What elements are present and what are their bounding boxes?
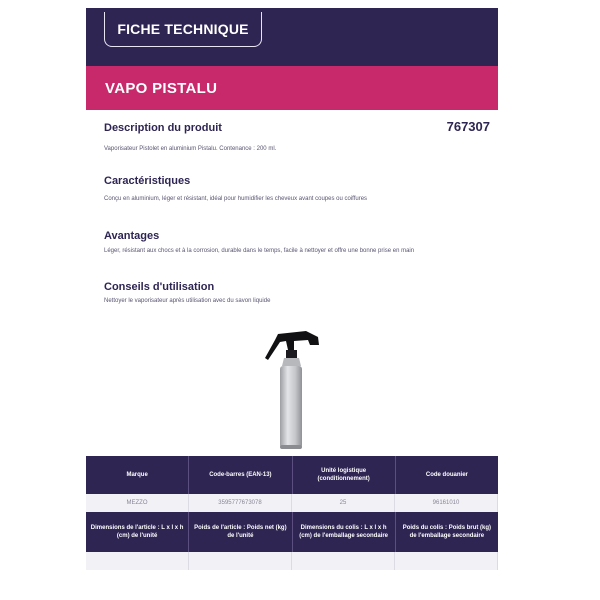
section-text-advantages: Léger, résistant aux chocs et à la corrosion, durable dans le temps, facile à nettoyer et offre une bonne prise en main (104, 248, 415, 254)
spray-bottle-image (264, 328, 324, 453)
product-reference: 767307 (446, 119, 490, 134)
value-barcode: 3595777673078 (189, 494, 292, 512)
section-text-characteristics: Conçu en aluminium, léger et résistant, idéal pour humidifier les cheveux avant coupes ou coiffures (104, 196, 368, 202)
header-brand: Marque (86, 456, 189, 494)
header-package-weight: Poids du colis : Poids brut (kg) de l'emballage secondaire (402, 524, 492, 539)
table-header-row (86, 456, 498, 494)
header-customs-code: Code douanier (425, 471, 468, 478)
value-package-dimensions (292, 552, 395, 570)
table-row (86, 552, 498, 570)
value-customs-code: 96161010 (395, 494, 498, 512)
section-title-characteristics: Caractéristiques (104, 175, 191, 187)
technical-sheet (86, 8, 498, 578)
header-package-dimensions: Dimensions du colis : L x l x h (cm) de l'emballage secondaire (293, 512, 396, 552)
table-row (86, 494, 498, 512)
product-name: VAPO PISTALU (105, 79, 218, 97)
header-band (86, 8, 498, 66)
section-text-usage: Nettoyer le vaporisateur après utilisation avec du savon liquide (104, 298, 271, 304)
value-item-dimensions (86, 552, 189, 570)
specs-table (86, 456, 498, 570)
section-title-description: Description du produit (104, 122, 222, 134)
sheet-type-label: FICHE TECHNIQUE (104, 12, 262, 47)
header-barcode: Code-barres (EAN-13) (189, 456, 292, 494)
header-item-dimensions: Dimensions de l'article : L x l x h (cm) de l'unité (86, 512, 189, 552)
title-band (86, 66, 498, 110)
header-item-weight: Poids de l'article : Poids net (kg) de l'unité (189, 512, 292, 552)
value-brand: MEZZO (86, 494, 189, 512)
table-header-row (86, 512, 498, 552)
section-title-advantages: Avantages (104, 230, 160, 242)
value-item-weight (189, 552, 292, 570)
value-logistic-unit: 25 (292, 494, 395, 512)
section-text-description: Vaporisateur Pistolet en aluminium Pistalu. Contenance : 200 ml. (104, 146, 277, 152)
header-logistic-unit: Unité logistique (conditionnement) (293, 456, 396, 494)
value-package-weight (395, 552, 498, 570)
section-title-usage: Conseils d'utilisation (104, 281, 215, 293)
